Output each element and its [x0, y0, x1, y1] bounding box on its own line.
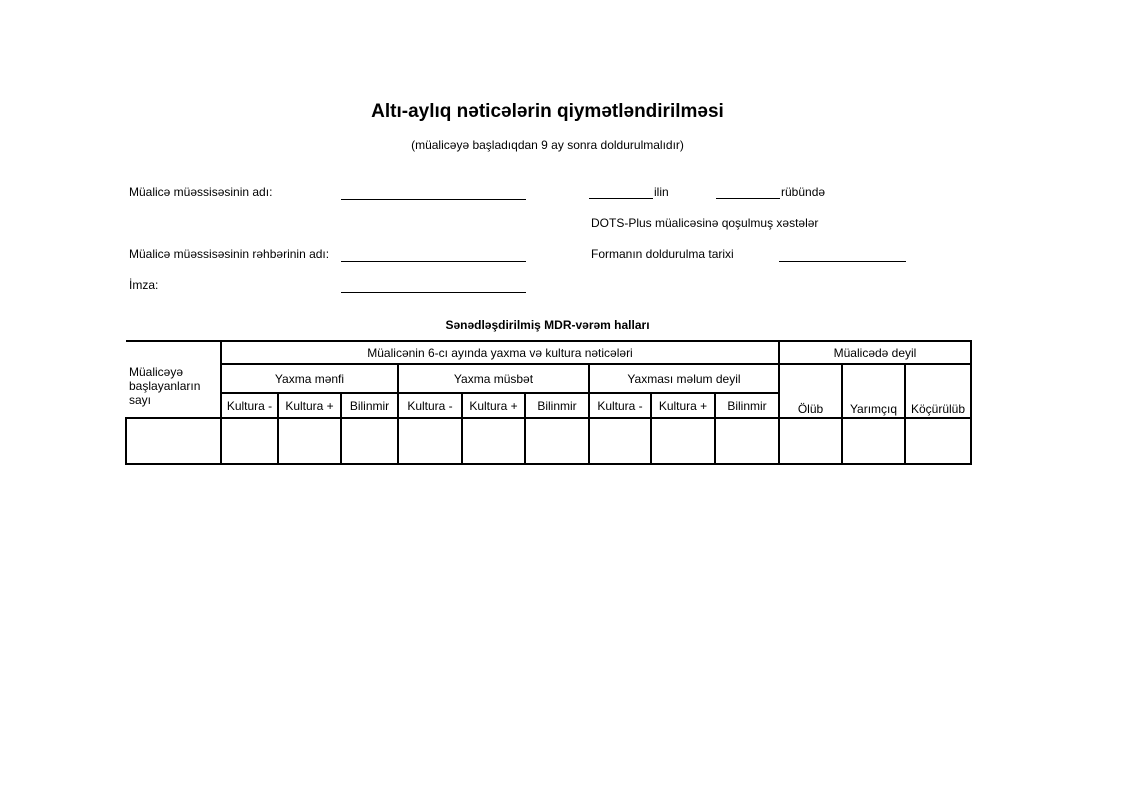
- quarter-label: rübündə: [781, 185, 826, 199]
- outcome-transferred-header: Köçürülüb: [905, 364, 971, 418]
- table-header-row-1: [126, 341, 971, 364]
- data-cell[interactable]: [715, 418, 779, 464]
- results-table: [125, 340, 972, 465]
- group-header-smear-unknown: Yaxması məlum deyil: [589, 364, 779, 393]
- outcome-defaulted-header: Yarımçıq: [842, 364, 905, 418]
- year-field[interactable]: [589, 198, 653, 199]
- sub-header-culture-positive: Kultura +: [651, 393, 715, 418]
- sub-header-culture-negative: Kultura -: [589, 393, 651, 418]
- data-cell[interactable]: [842, 418, 905, 464]
- data-cell[interactable]: [462, 418, 525, 464]
- fill-date-label: Formanın doldurulma tarixi: [591, 247, 734, 261]
- head-name-field[interactable]: [341, 261, 526, 262]
- data-cell[interactable]: [341, 418, 398, 464]
- facility-name-field[interactable]: [341, 199, 526, 200]
- year-label: ilin: [654, 185, 669, 199]
- head-name-label: Müalicə müəssisəsinin rəhbərinin adı:: [129, 247, 330, 261]
- results-header: Müalicənin 6-cı ayında yaxma və kultura nəticələri: [221, 341, 779, 364]
- page-title: Altı-aylıq nəticələrin qiymətləndirilməsi: [371, 101, 724, 122]
- data-cell-started-count[interactable]: [126, 418, 221, 464]
- sub-header-culture-negative: Kultura -: [398, 393, 462, 418]
- first-col-header: Müalicəyə başlayanların sayı: [126, 341, 221, 418]
- sub-header-culture-negative: Kultura -: [221, 393, 278, 418]
- data-cell[interactable]: [589, 418, 651, 464]
- sub-header-unknown: Bilinmir: [715, 393, 779, 418]
- data-cell[interactable]: [398, 418, 462, 464]
- fill-date-field[interactable]: [779, 261, 906, 262]
- data-cell[interactable]: [651, 418, 715, 464]
- data-cell[interactable]: [525, 418, 589, 464]
- data-cell[interactable]: [905, 418, 971, 464]
- sub-header-unknown: Bilinmir: [341, 393, 398, 418]
- table-header-row-2: [126, 364, 971, 393]
- signature-field[interactable]: [341, 292, 526, 293]
- table-row: [126, 418, 971, 464]
- sub-header-culture-positive: Kultura +: [278, 393, 341, 418]
- group-header-smear-positive: Yaxma müsbət: [398, 364, 589, 393]
- data-cell[interactable]: [278, 418, 341, 464]
- quarter-field[interactable]: [716, 198, 780, 199]
- dots-plus-label: DOTS-Plus müalicəsinə qoşulmuş xəstələr: [591, 216, 819, 230]
- data-cell[interactable]: [221, 418, 278, 464]
- group-header-smear-negative: Yaxma mənfi: [221, 364, 398, 393]
- signature-label: İmza:: [129, 278, 159, 292]
- facility-name-label: Müalicə müəssisəsinin adı:: [129, 185, 273, 199]
- sub-header-culture-positive: Kultura +: [462, 393, 525, 418]
- page-subtitle: (müalicəyə başladıqdan 9 ay sonra doldurulmalıdır): [411, 138, 684, 152]
- table-title: Sənədləşdirilmiş MDR-vərəm halları: [445, 318, 650, 332]
- not-in-treatment-header: Müalicədə deyil: [779, 341, 971, 364]
- data-cell[interactable]: [779, 418, 842, 464]
- sub-header-unknown: Bilinmir: [525, 393, 589, 418]
- outcome-died-header: Ölüb: [779, 364, 842, 418]
